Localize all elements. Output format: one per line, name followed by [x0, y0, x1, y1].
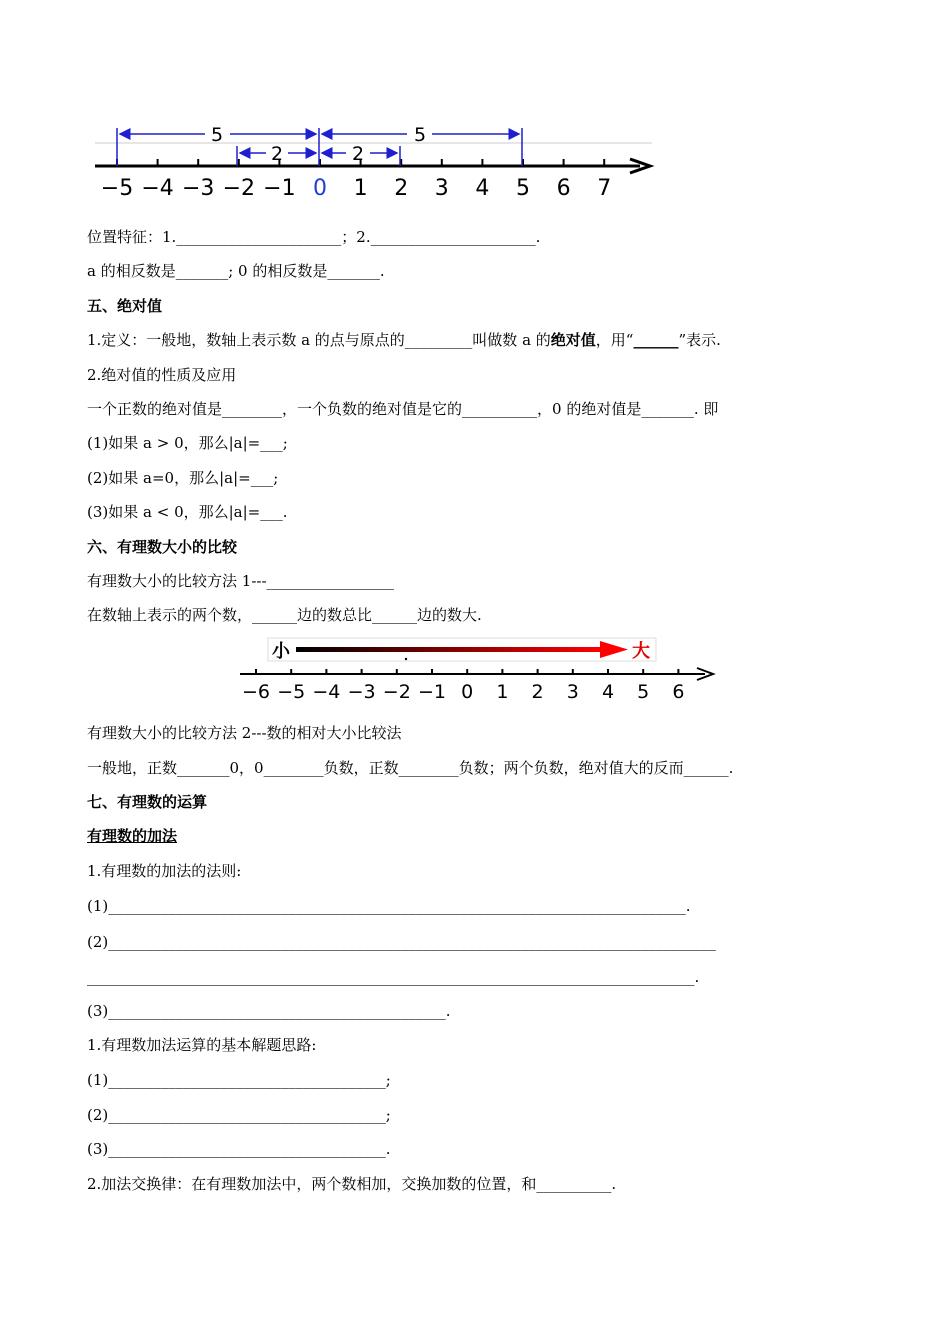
- def-blank2: ______: [633, 331, 679, 349]
- compare-method-1: 有理数大小的比较方法 1---_________________: [87, 572, 395, 590]
- addition-idea-1: (1)_____________________________________;: [87, 1071, 391, 1089]
- nl1-tick-label: 3: [434, 176, 449, 201]
- position-feature: 位置特征：1.______________________；2.______________________.: [87, 228, 541, 246]
- def-part-b: 叫做数 a 的: [472, 331, 551, 349]
- nl2-tick-label: 5: [637, 681, 650, 703]
- arrow-label-right-5: 5: [413, 124, 427, 146]
- section-heading-7: 七、有理数的运算: [87, 793, 208, 811]
- nl1-tick-label: 7: [597, 176, 612, 201]
- addition-idea-3: (3)_____________________________________.: [87, 1140, 391, 1158]
- def-part-c: ，用“: [595, 331, 634, 349]
- nl2-tick-label: −3: [347, 681, 376, 703]
- nl2-tick-label: −1: [417, 681, 447, 703]
- nl2-tick-label: 6: [672, 681, 685, 703]
- def-part-a: 1.定义：一般地，数轴上表示数 a 的点与原点的: [87, 331, 405, 349]
- def-blank: _________: [404, 331, 473, 349]
- abs-case-2: (2)如果 a=0，那么|a|=___;: [87, 469, 279, 487]
- nl2-tick-label: −6: [241, 681, 271, 703]
- nl1-tick-label: −3: [181, 176, 215, 201]
- nl1-tick-label: −5: [100, 176, 134, 201]
- addition-rule-2a: (2)_________________________________________________________________________________: [87, 933, 716, 951]
- nl1-tick-label: 1: [353, 176, 368, 201]
- nl2-tick-label: 3: [566, 681, 579, 703]
- nl1-tick-label: −1: [263, 176, 296, 201]
- nl2-tick-label: −4: [312, 681, 341, 703]
- nl2-tick-label: 4: [601, 681, 615, 703]
- nl2-tick-label: 2: [531, 681, 544, 703]
- abs-definition: [87, 330, 721, 350]
- addition-rule-title: 1.有理数的加法的法则:: [87, 862, 242, 880]
- compare-method-1-desc: 在数轴上表示的两个数，______边的数总比______边的数大.: [87, 606, 482, 624]
- addition-title: 有理数的加法: [87, 827, 178, 845]
- nl2-tick-label: 1: [496, 681, 509, 703]
- arrow-label-right-2: 2: [351, 143, 365, 165]
- def-bold-term: 绝对值: [550, 331, 596, 349]
- addition-rule-1: (1)_____________________________________________________________________________.: [87, 897, 691, 915]
- compare-method-2-desc: 一般地，正数_______0，0________负数，正数________负数；两个负数，绝对值大的反而______.: [87, 759, 734, 777]
- abs-case-1: (1)如果 a > 0，那么|a|=___;: [87, 434, 288, 452]
- abs-props: 一个正数的绝对值是________，一个负数的绝对值是它的__________，0 的绝对值是_______. 即: [87, 400, 719, 418]
- nl1-tick-label: 0: [313, 176, 327, 201]
- compare-method-2: 有理数大小的比较方法 2---数的相对大小比较法: [87, 724, 402, 742]
- addition-idea-2: (2)_____________________________________;: [87, 1106, 391, 1124]
- abs-case-3: (3)如果 a < 0，那么|a|=___.: [87, 503, 288, 521]
- nl2-tick-label: −5: [277, 681, 306, 703]
- section-heading-6: 六、有理数大小的比较: [87, 538, 238, 556]
- addition-idea-title: 1.有理数加法运算的基本解题思路:: [87, 1036, 317, 1054]
- arrow-label-left-5: 5: [210, 124, 224, 146]
- opposite-number: a 的相反数是_______; 0 的相反数是_______.: [87, 262, 385, 280]
- number-line-2: [0, 630, 950, 710]
- commutative-law: 2.加法交换律：在有理数加法中，两个数相加，交换加数的位置，和__________.: [87, 1175, 617, 1193]
- nl1-tick-label: 2: [394, 176, 409, 201]
- arrow-label-left-2: 2: [270, 143, 284, 165]
- gradient-bar: [296, 647, 604, 652]
- big-label: 大: [632, 641, 650, 662]
- section-heading-5: 五、绝对值: [87, 297, 163, 315]
- mid-dot: [405, 658, 407, 660]
- number-line-1: [0, 0, 950, 200]
- addition-rule-2b: _________________________________________________________________________________.: [87, 968, 700, 986]
- nl1-tick-label: 6: [556, 176, 571, 201]
- nl1-tick-label: −2: [222, 176, 256, 201]
- addition-rule-3: (3)_____________________________________________.: [87, 1002, 451, 1020]
- small-label: 小: [272, 641, 290, 662]
- nl1-tick-label: 4: [475, 176, 490, 201]
- abs-props-title: 2.绝对值的性质及应用: [87, 366, 237, 384]
- nl1-tick-label: −4: [141, 176, 174, 201]
- nl2-tick-label: 0: [461, 681, 474, 703]
- def-part-d: ”表示.: [678, 331, 721, 349]
- nl2-tick-label: −2: [382, 681, 411, 703]
- nl1-tick-label: 5: [516, 176, 530, 201]
